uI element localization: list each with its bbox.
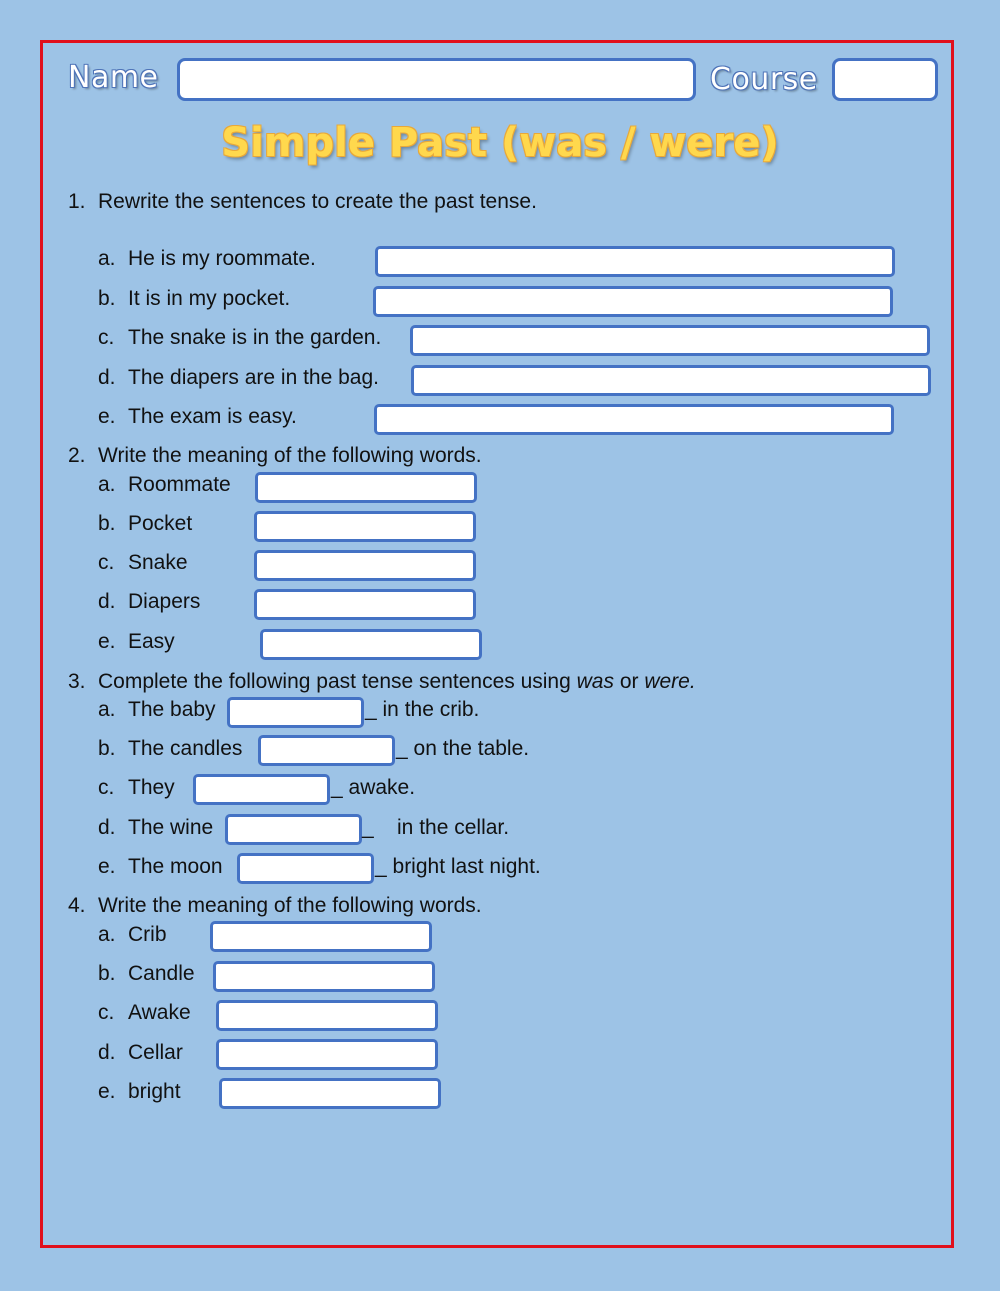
- item-sentence-end: _ awake.: [331, 776, 416, 799]
- item-letter: b.: [98, 287, 116, 310]
- section-3-instruction: Complete the following past tense sentences using was or were.: [98, 670, 696, 693]
- course-input[interactable]: [832, 58, 938, 101]
- worksheet-title: Simple Past (was / were): [221, 120, 779, 166]
- item-word: Snake: [128, 551, 188, 574]
- item-sentence-end: _ in the cellar.: [362, 816, 510, 839]
- answer-2c-input[interactable]: [254, 550, 476, 581]
- item-letter: b.: [98, 962, 116, 985]
- item-letter: b.: [98, 512, 116, 535]
- item-letter: d.: [98, 816, 116, 839]
- answer-3a-input[interactable]: [227, 697, 364, 728]
- item-letter: c.: [98, 551, 115, 574]
- item-sentence-start: They: [128, 776, 175, 799]
- item-sentence-start: The candles: [128, 737, 243, 760]
- item-letter: c.: [98, 776, 115, 799]
- item-sentence: The diapers are in the bag.: [128, 366, 379, 389]
- item-word: Candle: [128, 962, 195, 985]
- item-word: bright: [128, 1080, 181, 1103]
- item-letter: a.: [98, 473, 116, 496]
- answer-1d-input[interactable]: [411, 365, 931, 396]
- section-2-number: 2.: [68, 444, 86, 467]
- item-letter: d.: [98, 590, 116, 613]
- section-3-number: 3.: [68, 670, 86, 693]
- item-letter: a.: [98, 698, 116, 721]
- item-word: Roommate: [128, 473, 231, 496]
- item-letter: a.: [98, 923, 116, 946]
- answer-4c-input[interactable]: [216, 1000, 438, 1031]
- course-label: Course: [710, 62, 818, 97]
- item-letter: d.: [98, 366, 116, 389]
- item-word: Cellar: [128, 1041, 183, 1064]
- item-word: Easy: [128, 630, 175, 653]
- section-1-instruction: Rewrite the sentences to create the past tense.: [98, 190, 537, 213]
- section-2-instruction: Write the meaning of the following words.: [98, 444, 482, 467]
- worksheet-border: [40, 40, 954, 1248]
- item-word: Pocket: [128, 512, 193, 535]
- item-letter: e.: [98, 1080, 116, 1103]
- answer-1b-input[interactable]: [373, 286, 893, 317]
- answer-1e-input[interactable]: [374, 404, 894, 435]
- answer-4e-input[interactable]: [219, 1078, 441, 1109]
- answer-1c-input[interactable]: [410, 325, 930, 356]
- section-4-instruction: Write the meaning of the following words.: [98, 894, 482, 917]
- answer-3b-input[interactable]: [258, 735, 395, 766]
- item-letter: e.: [98, 630, 116, 653]
- item-sentence-start: The moon: [128, 855, 223, 878]
- answer-4a-input[interactable]: [210, 921, 432, 952]
- answer-3d-input[interactable]: [225, 814, 362, 845]
- item-letter: e.: [98, 405, 116, 428]
- answer-2e-input[interactable]: [260, 629, 482, 660]
- item-letter: d.: [98, 1041, 116, 1064]
- answer-1a-input[interactable]: [375, 246, 895, 277]
- item-sentence-end: _ in the crib.: [365, 698, 480, 721]
- item-sentence: The snake is in the garden.: [128, 326, 382, 349]
- item-sentence-start: The baby: [128, 698, 216, 721]
- item-sentence: It is in my pocket.: [128, 287, 291, 310]
- item-letter: c.: [98, 1001, 115, 1024]
- item-letter: c.: [98, 326, 115, 349]
- name-label: Name: [68, 60, 159, 95]
- item-sentence: The exam is easy.: [128, 405, 297, 428]
- section-1-number: 1.: [68, 190, 86, 213]
- item-sentence-end: _ bright last night.: [375, 855, 541, 878]
- answer-4d-input[interactable]: [216, 1039, 438, 1070]
- item-word: Crib: [128, 923, 167, 946]
- name-input[interactable]: [177, 58, 696, 101]
- answer-2b-input[interactable]: [254, 511, 476, 542]
- item-letter: a.: [98, 247, 116, 270]
- answer-3c-input[interactable]: [193, 774, 330, 805]
- item-letter: b.: [98, 737, 116, 760]
- answer-2d-input[interactable]: [254, 589, 476, 620]
- item-sentence: He is my roommate.: [128, 247, 316, 270]
- section-4-number: 4.: [68, 894, 86, 917]
- answer-2a-input[interactable]: [255, 472, 477, 503]
- answer-4b-input[interactable]: [213, 961, 435, 992]
- answer-3e-input[interactable]: [237, 853, 374, 884]
- item-letter: e.: [98, 855, 116, 878]
- item-sentence-start: The wine: [128, 816, 214, 839]
- item-sentence-end: _ on the table.: [396, 737, 530, 760]
- item-word: Diapers: [128, 590, 201, 613]
- item-word: Awake: [128, 1001, 191, 1024]
